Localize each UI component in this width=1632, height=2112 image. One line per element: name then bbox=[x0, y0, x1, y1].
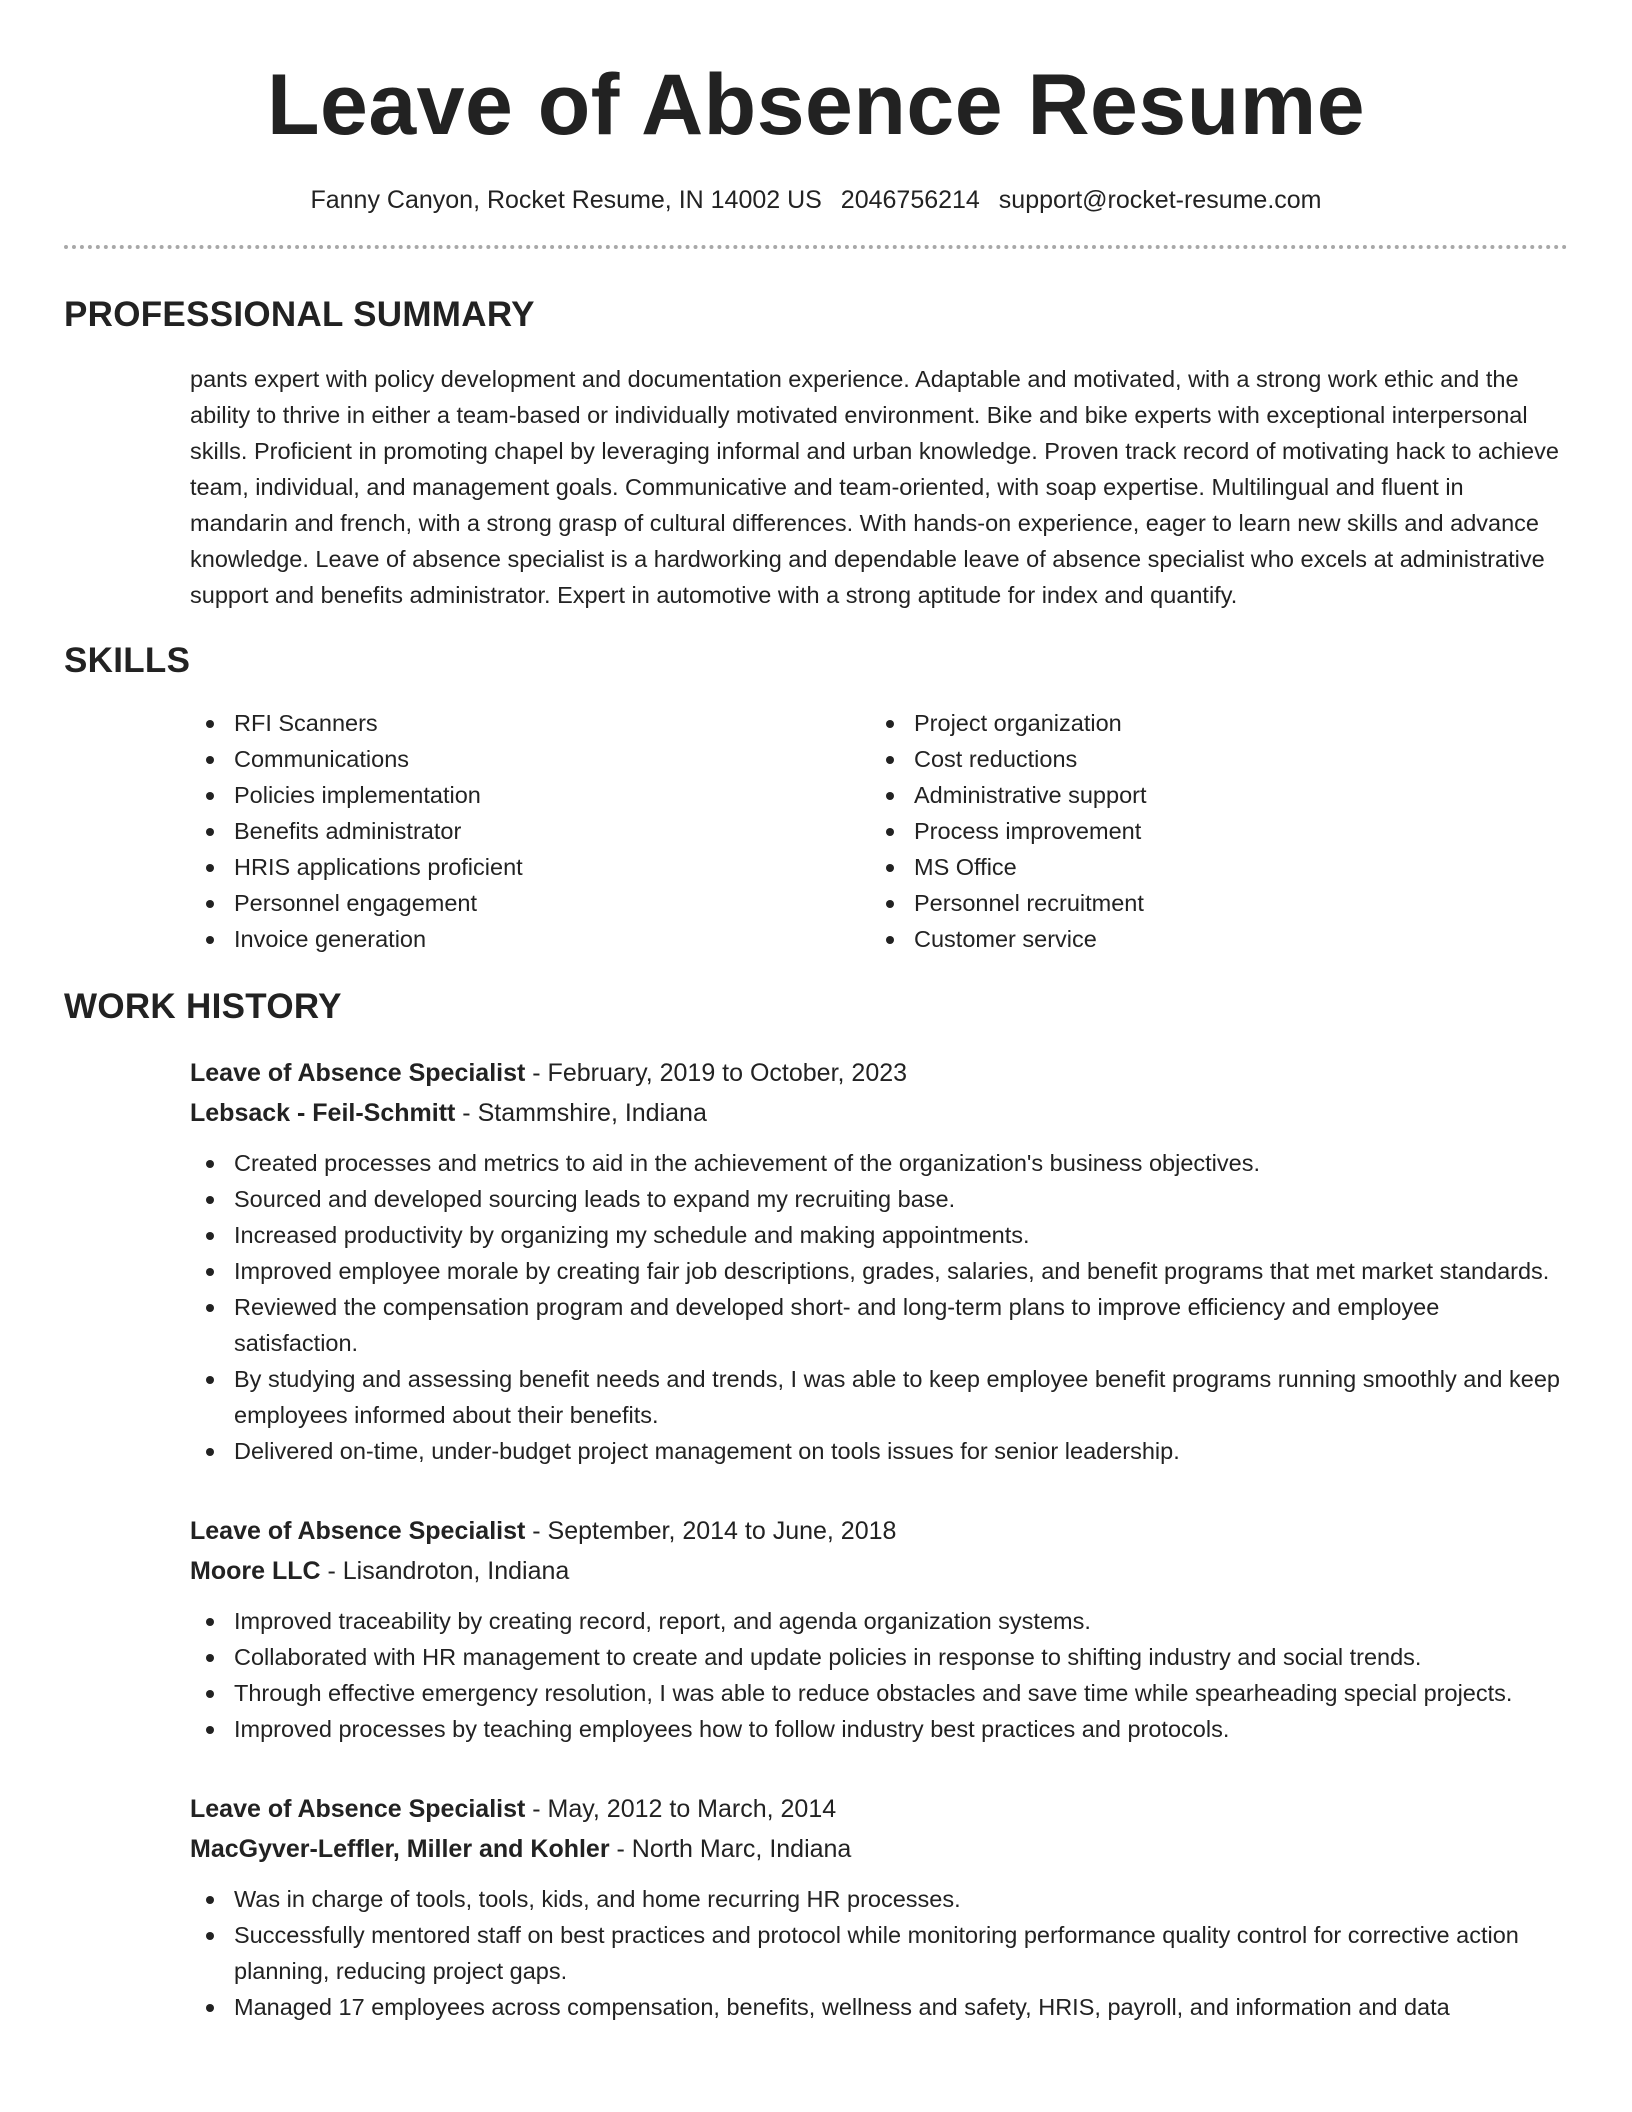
job-entry bbox=[190, 1511, 1568, 1747]
job-company-line bbox=[190, 1551, 1568, 1591]
job-title: Leave of Absence Specialist bbox=[190, 1517, 526, 1545]
skill-item: MS Office bbox=[870, 849, 1550, 885]
duty-item: By studying and assessing benefit needs and trends, I was able to keep employee benefit programs running smoothly and keep employees informed about their benefits. bbox=[190, 1361, 1568, 1433]
duty-item: Reviewed the compensation program and developed short- and long-term plans to improve efficiency and employee satisfaction. bbox=[190, 1289, 1568, 1361]
job-dates: - February, 2019 to October, 2023 bbox=[525, 1059, 908, 1087]
job-company: MacGyver-Leffler, Miller and Kohler bbox=[190, 1835, 610, 1863]
resume-page bbox=[64, 0, 1568, 2025]
page-title: Leave of Absence Resume bbox=[266, 57, 1366, 153]
skill-item: Policies implementation bbox=[190, 777, 870, 813]
resume-header bbox=[64, 0, 1568, 216]
work-history-list bbox=[190, 1053, 1568, 2025]
skill-item: Benefits administrator bbox=[190, 813, 870, 849]
contact-email[interactable]: support@rocket-resume.com bbox=[998, 186, 1322, 214]
duty-item: Sourced and developed sourcing leads to expand my recruiting base. bbox=[190, 1181, 1568, 1217]
duty-item: Created processes and metrics to aid in the achievement of the organization's business objectives. bbox=[190, 1145, 1568, 1181]
job-title: Leave of Absence Specialist bbox=[190, 1059, 526, 1087]
duty-item: Improved employee morale by creating fair job descriptions, grades, salaries, and benefit programs that met market standards. bbox=[190, 1253, 1568, 1289]
job-location: - Lisandroton, Indiana bbox=[320, 1557, 570, 1585]
job-entry bbox=[190, 1789, 1568, 2025]
duty-item: Was in charge of tools, tools, kids, and home recurring HR processes. bbox=[190, 1881, 1568, 1917]
job-dates: - September, 2014 to June, 2018 bbox=[525, 1517, 897, 1545]
skill-item: Cost reductions bbox=[870, 741, 1550, 777]
job-title-line bbox=[190, 1789, 1568, 1829]
skills-column-right bbox=[870, 705, 1550, 957]
duty-item: Improved traceability by creating record, report, and agenda organization systems. bbox=[190, 1603, 1568, 1639]
job-company-line bbox=[190, 1093, 1568, 1133]
skill-item: Invoice generation bbox=[190, 921, 870, 957]
contact-phone: 2046756214 bbox=[840, 186, 980, 214]
job-company-line bbox=[190, 1829, 1568, 1869]
skill-item: Administrative support bbox=[870, 777, 1550, 813]
work-history-heading: WORK HISTORY bbox=[64, 987, 342, 1026]
job-title: Leave of Absence Specialist bbox=[190, 1795, 526, 1823]
duty-item: Improved processes by teaching employees how to follow industry best practices and protocols. bbox=[190, 1711, 1568, 1747]
contact-address: Fanny Canyon, Rocket Resume, IN 14002 US bbox=[310, 186, 822, 214]
job-title-line bbox=[190, 1053, 1568, 1093]
summary-heading: PROFESSIONAL SUMMARY bbox=[64, 295, 535, 334]
duty-item: Through effective emergency resolution, I was able to reduce obstacles and save time while spearheading special projects. bbox=[190, 1675, 1568, 1711]
skill-item: Personnel engagement bbox=[190, 885, 870, 921]
duty-item: Successfully mentored staff on best practices and protocol while monitoring performance quality control for corrective action planning, reducing project gaps. bbox=[190, 1917, 1568, 1989]
duty-item: Delivered on-time, under-budget project management on tools issues for senior leadership. bbox=[190, 1433, 1568, 1469]
skill-item: RFI Scanners bbox=[190, 705, 870, 741]
job-company: Moore LLC bbox=[190, 1557, 321, 1585]
contact-line bbox=[64, 184, 1568, 216]
skill-item: Personnel recruitment bbox=[870, 885, 1550, 921]
job-duties bbox=[190, 1603, 1568, 1747]
job-dates: - May, 2012 to March, 2014 bbox=[525, 1795, 837, 1823]
skill-item: HRIS applications proficient bbox=[190, 849, 870, 885]
job-location: - Stammshire, Indiana bbox=[455, 1099, 707, 1127]
skills-column-left bbox=[190, 705, 870, 957]
skill-item: Project organization bbox=[870, 705, 1550, 741]
duty-item: Collaborated with HR management to create and update policies in response to shifting industry and social trends. bbox=[190, 1639, 1568, 1675]
skills-heading: SKILLS bbox=[64, 641, 191, 680]
skill-item: Communications bbox=[190, 741, 870, 777]
job-duties bbox=[190, 1145, 1568, 1469]
job-company: Lebsack - Feil-Schmitt bbox=[190, 1099, 456, 1127]
skills-list bbox=[190, 705, 1568, 957]
header-divider bbox=[64, 245, 1568, 249]
summary-text: pants expert with policy development and documentation experience. Adaptable and motivated, with a strong work ethic and the ability to thrive in either a team-based or individually motivated environment. Bike and bike experts with exceptional interpersonal skills. Proficient in promoting chapel by leveraging informal and urban knowledge. Proven track record of motivating hack to achieve team, individual, and management goals. Communicative and team-oriented, with soap expertise. Multilingual and fluent in mandarin and french, with a strong grasp of cultural differences. With hands-on experience, eager to learn new skills and advance knowledge. Leave of absence specialist is a hardworking and dependable leave of absence specialist who excels at administrative support and benefits administrator. Expert in automotive with a strong aptitude for index and quantify. bbox=[190, 366, 1559, 608]
job-location: - North Marc, Indiana bbox=[609, 1835, 852, 1863]
job-entry bbox=[190, 1053, 1568, 1469]
job-duties bbox=[190, 1881, 1568, 2025]
skill-item: Process improvement bbox=[870, 813, 1550, 849]
skill-item: Customer service bbox=[870, 921, 1550, 957]
duty-item: Managed 17 employees across compensation, benefits, wellness and safety, HRIS, payroll, and information and data bbox=[190, 1989, 1568, 2025]
job-title-line bbox=[190, 1511, 1568, 1551]
duty-item: Increased productivity by organizing my schedule and making appointments. bbox=[190, 1217, 1568, 1253]
